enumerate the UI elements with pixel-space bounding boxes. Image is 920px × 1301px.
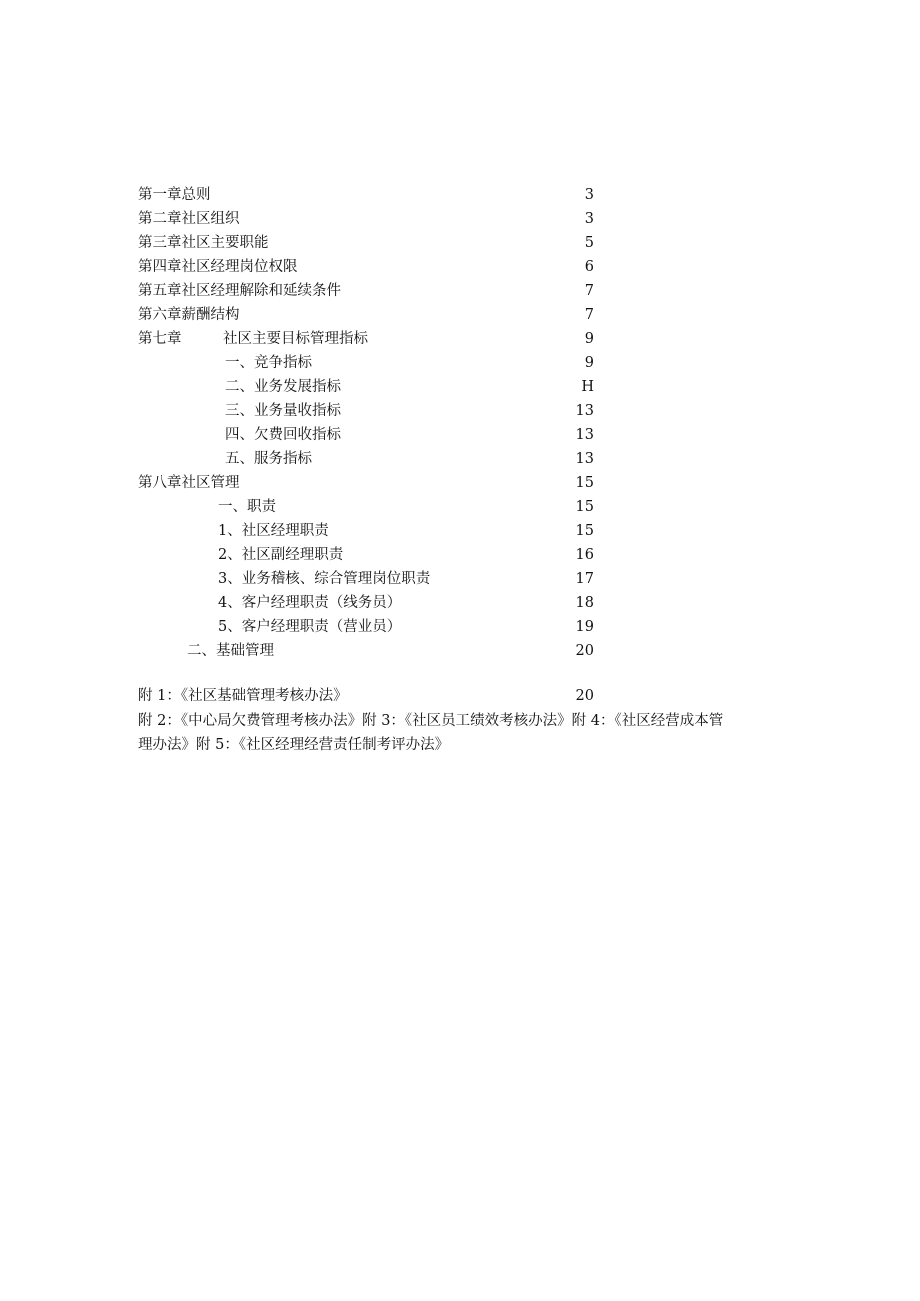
toc-entry-label: 第七章 — [138, 331, 182, 347]
toc-entry-label: 3、业务稽核、综合管理岗位职责 — [218, 571, 431, 587]
toc-entry — [0, 327, 920, 351]
toc-entry-label: 二、基础管理 — [187, 643, 274, 659]
toc-entry-label: 2、社区副经理职责 — [218, 547, 344, 563]
toc-entry-page: 7 — [584, 307, 594, 323]
toc-entry-label: 第六章薪酬结构 — [138, 307, 240, 323]
toc-entry-page: 17 — [575, 571, 594, 587]
toc-entry-page: H — [581, 379, 594, 395]
toc-entry-page: 3 — [584, 211, 594, 227]
toc-entry-page: 15 — [575, 475, 594, 491]
toc-entry — [0, 471, 920, 495]
toc-entry — [0, 591, 920, 615]
annex-line-2: 附 2：《中心局欠费管理考核办法》附 3：《社区员工绩效考核办法》附 4：《社区经营成本管 — [138, 713, 724, 729]
toc-entry-label: 第二章社区组织 — [138, 211, 240, 227]
toc-entry — [0, 567, 920, 591]
toc-entry-label: 第八章社区管理 — [138, 475, 240, 491]
toc-entry-page: 9 — [584, 331, 594, 347]
annex-1-page: 20 — [575, 688, 594, 704]
toc-entry-label: 一、竞争指标 — [225, 355, 312, 371]
toc-entry — [0, 639, 920, 663]
toc-entry-page: 20 — [575, 643, 594, 659]
toc-entry-label: 一、职责 — [218, 499, 276, 515]
toc-entry-label: 第三章社区主要职能 — [138, 235, 269, 251]
toc-entry — [0, 615, 920, 639]
toc-entry-label: 5、客户经理职责（营业员） — [218, 619, 402, 635]
toc-entry — [0, 543, 920, 567]
toc-entry-title: 社区主要目标管理指标 — [223, 331, 368, 347]
toc-entry-page: 13 — [575, 451, 594, 467]
toc-entry-page: 9 — [584, 355, 594, 371]
toc-entry — [0, 303, 920, 327]
toc-entry-label: 第四章社区经理岗位权限 — [138, 259, 298, 275]
toc-entry — [0, 375, 920, 399]
toc-entry-page: 18 — [575, 595, 594, 611]
toc-entry-page: 15 — [575, 499, 594, 515]
toc-entry-label: 四、欠费回收指标 — [225, 427, 341, 443]
toc-entry — [0, 423, 920, 447]
toc-entry-label: 三、业务量收指标 — [225, 403, 341, 419]
toc-entry-page: 13 — [575, 403, 594, 419]
toc-entry — [0, 207, 920, 231]
toc-entry-label: 1、社区经理职责 — [218, 523, 329, 539]
toc-entry-label: 五、服务指标 — [225, 451, 312, 467]
toc-entry — [0, 447, 920, 471]
toc-entry — [0, 351, 920, 375]
toc-entry — [0, 279, 920, 303]
toc-entry-page: 15 — [575, 523, 594, 539]
toc-entry-page: 3 — [584, 187, 594, 203]
toc-entry-label: 第五章社区经理解除和延续条件 — [138, 283, 341, 299]
toc-entry-page: 16 — [575, 547, 594, 563]
toc-entry-page: 13 — [575, 427, 594, 443]
toc-entry-page: 7 — [584, 283, 594, 299]
toc-entry — [0, 183, 920, 207]
toc-entry — [0, 399, 920, 423]
toc-entry — [0, 231, 920, 255]
toc-entry-label: 第一章总则 — [138, 187, 211, 203]
annex-line-3: 理办法》附 5：《社区经理经营责任制考评办法》 — [138, 737, 450, 753]
toc-entry — [0, 495, 920, 519]
toc-entry-page: 19 — [575, 619, 594, 635]
toc-entry-label: 二、业务发展指标 — [225, 379, 341, 395]
toc-entry-page: 6 — [584, 259, 594, 275]
toc-entry-label: 4、客户经理职责（线务员） — [218, 595, 402, 611]
toc-entry — [0, 255, 920, 279]
toc-entry — [0, 519, 920, 543]
toc-entry-page: 5 — [584, 235, 594, 251]
annex-1-label: 附 1：《社区基础管理考核办法》 — [138, 688, 348, 704]
annex-1-row — [0, 684, 920, 708]
